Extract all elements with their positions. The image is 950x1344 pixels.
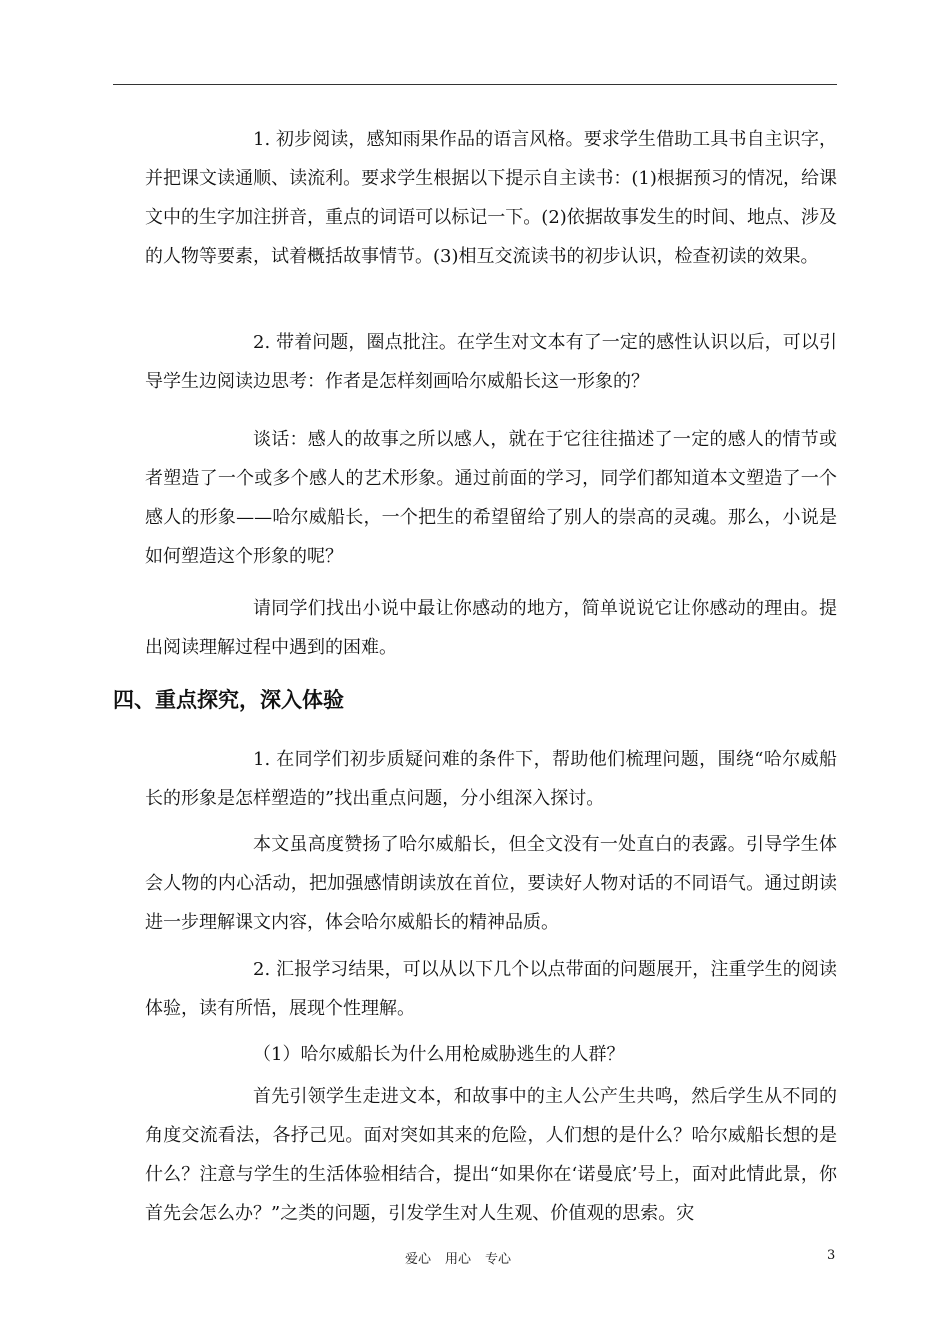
footer-motto xyxy=(405,1248,511,1267)
paragraph-praise: 本文虽高度赞扬了哈尔威船长，但全文没有一处直白的表露。引导学生体会人物的内心活动，把加强感情朗读放在首位，要读好人物对话的不同语气。通过朗读进一步理解课文内容，体会哈尔威船长的精神品质。 xyxy=(145,834,837,933)
paragraph-initial-reading: 1. 初步阅读，感知雨果作品的语言风格。要求学生借助工具书自主识字，并把课文读通顺、读流利。要求学生根据以下提示自主读书：(1)根据预习的情况，给课文中的生字加注拼音，重点的词语可以标记一下。(2)依据故事发生的时间、地点、涉及的人物等要素，试着概括故事情节。(3)相互交流读书的初步认识，检查初读的效果。 xyxy=(145,129,837,267)
section-heading: 四、重点探究，深入体验 xyxy=(113,688,344,712)
paragraph-sort-questions: 1. 在同学们初步质疑问难的条件下，帮助他们梳理问题，围绕“哈尔威船长的形象是怎样塑造的”找出重点问题，分小组深入探讨。 xyxy=(145,749,837,809)
footer-motto-1: 爱心 xyxy=(405,1252,432,1267)
paragraph-talk: 谈话：感人的故事之所以感人，就在于它往往描述了一定的感人的情节或者塑造了一个或多个感人的艺术形象。通过前面的学习，同学们都知道本文塑造了一个感人的形象——哈尔威船长，一个把生的希望留给了别人的崇高的灵魂。那么，小说是如何塑造这个形象的呢？ xyxy=(145,429,837,567)
paragraph-question-1: （1）哈尔威船长为什么用枪威胁逃生的人群？ xyxy=(253,1044,625,1065)
paragraph-find-moving: 请同学们找出小说中最让你感动的地方，简单说说它让你感动的理由。提出阅读理解过程中遇到的困难。 xyxy=(145,598,837,658)
footer-motto-2: 用心 xyxy=(445,1252,472,1267)
paragraph-report: 2. 汇报学习结果，可以从以下几个以点带面的问题展开，注重学生的阅读体验，读有所悟，展现个性理解。 xyxy=(145,959,837,1019)
paragraph-guide-students: 首先引领学生走进文本，和故事中的主人公产生共鸣，然后学生从不同的角度交流看法，各抒己见。面对突如其来的危险，人们想的是什么？哈尔威船长想的是什么？注意与学生的生活体验相结合，提出“如果你在‘诺曼底’号上，面对此情此景，你首先会怎么办？”之类的问题，引发学生对人生观、价值观的思索。灾 xyxy=(145,1086,837,1224)
footer-motto-3: 专心 xyxy=(485,1252,512,1267)
header-rule xyxy=(113,84,837,85)
paragraph-annotate: 2. 带着问题，圈点批注。在学生对文本有了一定的感性认识以后，可以引导学生边阅读边思考：作者是怎样刻画哈尔威船长这一形象的？ xyxy=(145,332,837,392)
page-number: 3 xyxy=(827,1248,836,1263)
